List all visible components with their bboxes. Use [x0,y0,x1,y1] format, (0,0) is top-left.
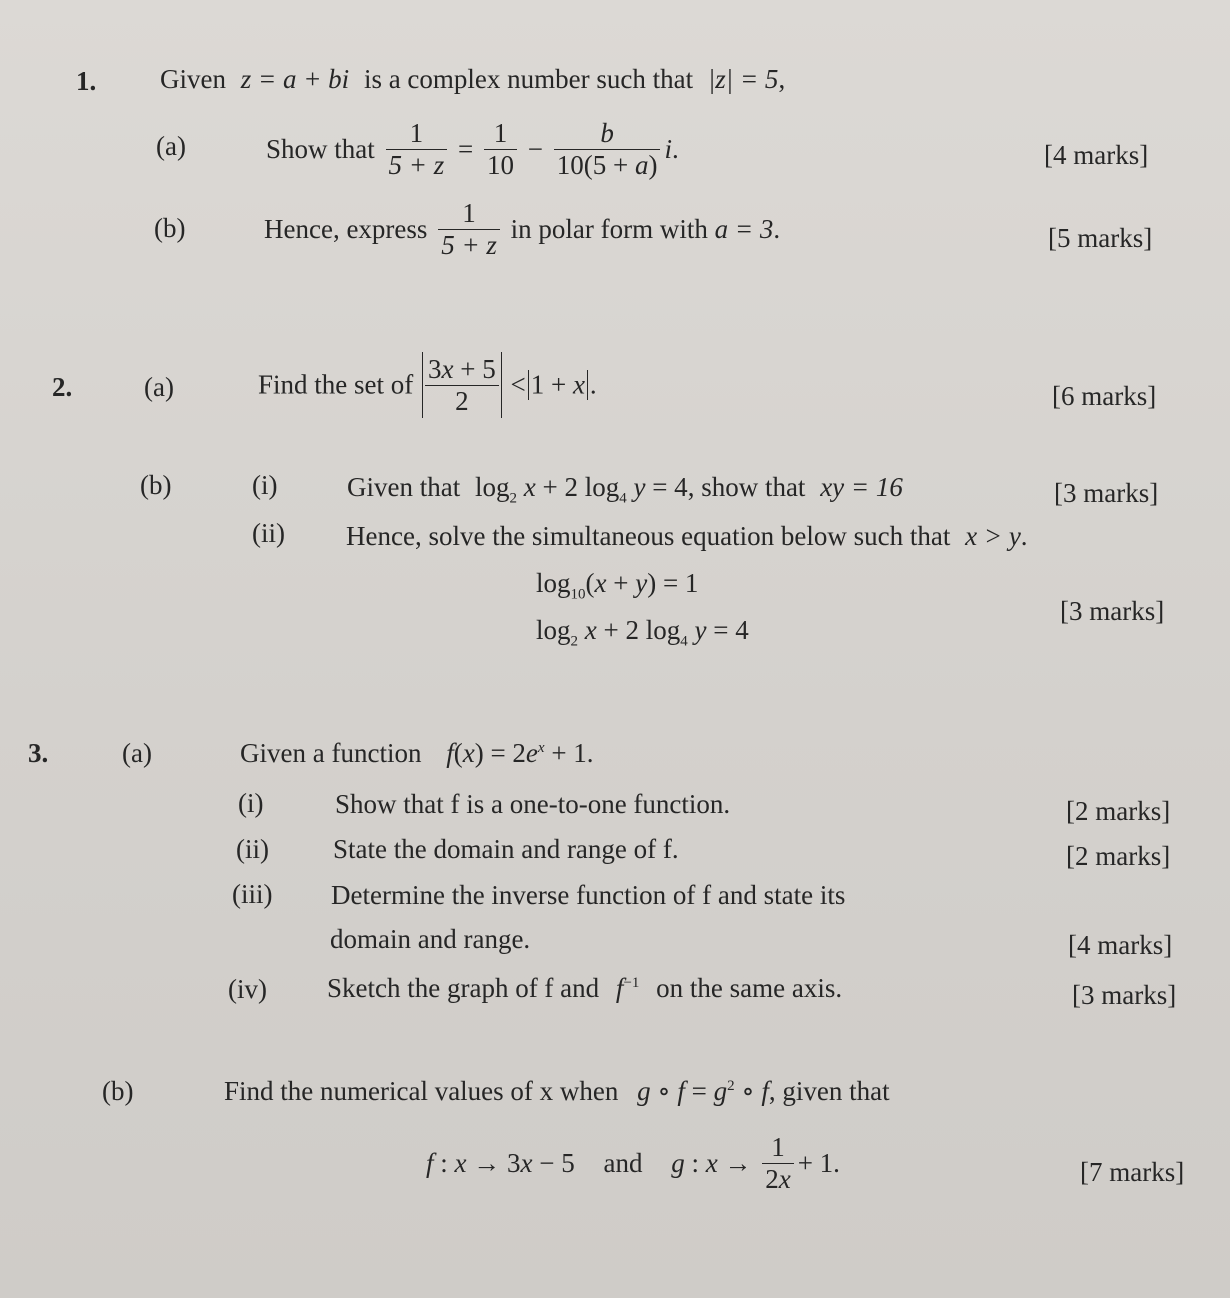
q1-number: 1. [76,66,97,96]
q3aii-label: (ii) [236,834,269,864]
q2bi-equation: $\log_2 x + 2$ $\log_4 y = 4$ [474,472,688,507]
q1b-marks: [5 marks] [1048,223,1153,253]
q2bii-marks: [3 marks] [1060,596,1165,626]
q2bii-eq2: $\log_2 x + 2$ $\log_4 y = 4$ [536,615,749,650]
q3b-g-fraction: $\frac{1}{2x}$ [762,1134,793,1193]
q1-stem-pre: Given [160,64,226,94]
q1b-condition: a = 3 [714,214,774,244]
q3aiv-marks: [3 marks] [1072,980,1177,1010]
q3ai-marks: [2 marks] [1066,796,1171,826]
q1-modulus: |z| = 5 [707,64,779,94]
q3a-function: $f(x) = 2e^x + 1$. [446,738,594,768]
q2a-text: Find the set of $\frac{3x + 5}{2}$ < 1 + x . [258,352,597,418]
q1a-marks: [4 marks] [1044,140,1149,170]
q1a-rhs-fraction2: $\frac{b}{10(5 + a)}$ [554,120,661,179]
q1b-fraction: $\frac{1}{5 + z}$ [438,200,500,259]
q3-number: 3. [28,738,49,768]
q3b-given: , given that [768,1076,890,1106]
q2bi-label: (i) [252,470,278,500]
q3b-g-def: g : x → [671,1148,752,1178]
q2a-fraction: $\frac{3x + 5}{2}$ [425,356,499,415]
q3aiii-text: Determine the inverse function of f and state its [331,880,846,910]
q3b-text [224,1078,890,1105]
q1a-text: Show that $\frac{1}{5 + z}$ = $\frac{1}{10}$ − $\frac{b}{10(5 + a)}$ i. [266,118,679,180]
q2bii-text: Hence, solve the simultaneous equation below such that x > y. [346,521,1028,551]
q3b-defs: f : x → 3x − 5 and g : x → $\frac{1}{2x}$ + 1. [426,1132,840,1194]
q3aiv-text [327,975,842,1002]
q2bi-text [347,474,903,506]
q2bi-marks: [3 marks] [1054,478,1159,508]
q3b-and: and [603,1148,643,1178]
q2b-label: (b) [140,470,172,500]
q3aiv-axis: on the same axis. [656,973,843,1003]
q3b-marks: [7 marks] [1080,1157,1185,1187]
q2a-marks: [6 marks] [1052,381,1157,411]
q3aiii-label: (iii) [232,879,273,909]
q1a-show-that: Show that [266,134,375,164]
q2-number: 2. [52,372,73,402]
q1b-label: (b) [154,213,186,243]
q3aiii-text2: domain and range. [330,924,531,954]
q3aii-marks: [2 marks] [1066,841,1171,871]
q3b-find: Find the numerical values of x when [224,1076,619,1106]
q2bi-result: xy = 16 [820,472,903,502]
q1a-rhs-fraction1: $\frac{1}{10}$ [484,120,517,179]
q1a-label: (a) [156,131,186,161]
q1-z-def: z = a + bi [240,64,350,94]
q3b-composition: g ∘ $f = g^2$ ∘ f [637,1076,769,1106]
q2a-find-set: Find the set of [258,369,414,400]
q2bi-given: Given that [347,472,461,502]
q2bii-hence: Hence, solve the simultaneous equation below such that [346,521,951,551]
q1a-lhs-fraction: $\frac{1}{5 + z}$ [386,120,448,179]
q3aiv-inverse: $f^{-1}$ [615,973,640,1003]
q3aii-text: State the domain and range of f. [333,834,679,864]
q2bi-show: , show that [687,472,806,502]
q3ai-label: (i) [238,788,264,818]
q2bii-eq1: $\log_{10}(x + y) = 1$ [536,568,699,603]
q3aiii-marks: [4 marks] [1068,930,1173,960]
q1b-polar: in polar form with [510,214,708,244]
q1-stem: Given z = a + bi is a complex number such that |z| = 5, [160,64,786,94]
q3a-label: (a) [122,738,152,768]
q1b-text: Hence, express $\frac{1}{5 + z}$ in polar form with a = 3. [264,198,781,260]
q2bii-condition: x > y [965,521,1021,551]
q2a-label: (a) [144,372,174,402]
q3a-text [240,740,594,767]
q3aiv-sketch: Sketch the graph of f and [327,973,600,1003]
q3b-label: (b) [102,1076,134,1106]
q2bii-label: (ii) [252,518,285,548]
q3a-given: Given a function [240,738,422,768]
q3ai-text: Show that f is a one-to-one function. [335,789,731,819]
q3b-f-def: f : x → 3x − 5 [426,1148,575,1178]
q1b-express: Hence, express [264,214,428,244]
q1-stem-mid: is a complex number such that [363,64,694,94]
q3aiv-label: (iv) [228,974,267,1004]
